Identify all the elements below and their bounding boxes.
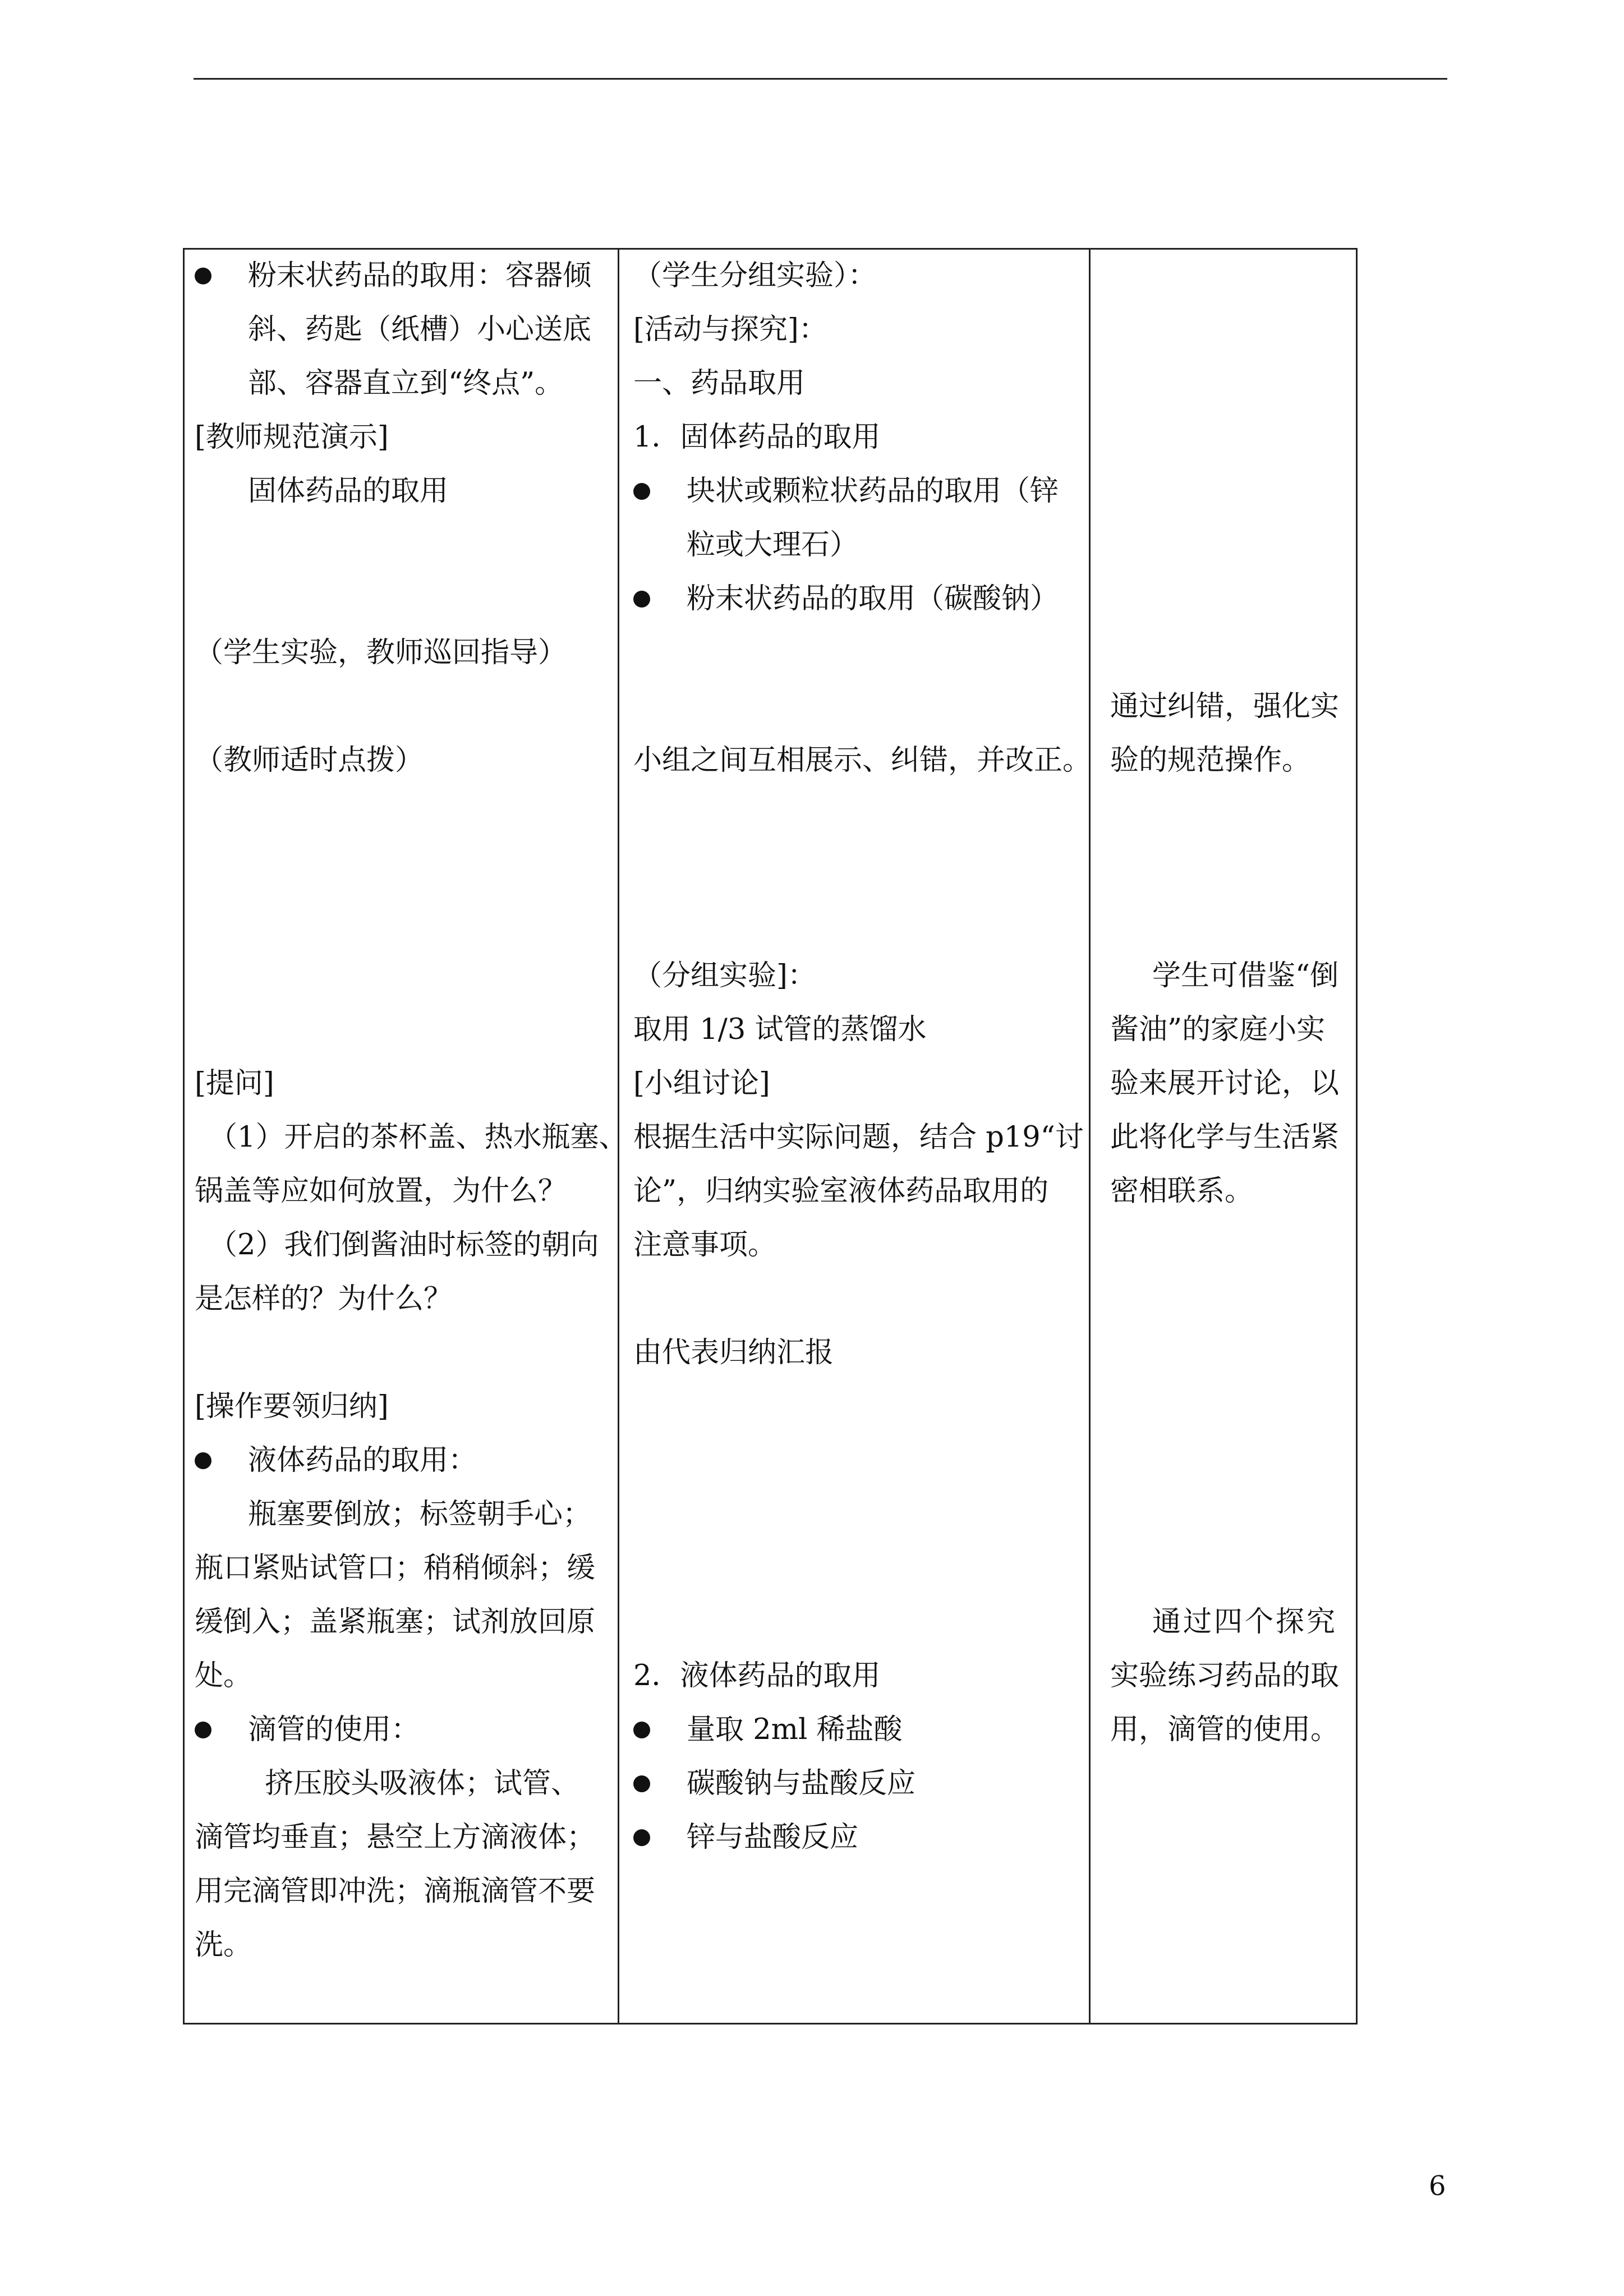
text-line: 固体药品的取用 xyxy=(248,475,449,508)
header-rule xyxy=(194,78,1447,80)
section-label: [操作要领归纳] xyxy=(195,1390,389,1423)
text-line: 验的规范操作。 xyxy=(1110,744,1311,777)
text-line: （学生分组实验）： xyxy=(633,259,877,292)
section-label: [教师规范演示] xyxy=(195,421,389,454)
section-label: [小组讨论] xyxy=(633,1067,770,1100)
text-line: 瓶口紧贴试管口；稍稍倾斜；缓 xyxy=(195,1552,596,1585)
text-line: 此将化学与生活紧 xyxy=(1110,1121,1340,1154)
lesson-table xyxy=(183,248,1358,2024)
text-line: 瓶塞要倒放；标签朝手心； xyxy=(248,1498,592,1531)
list-item: 块状或颗粒状药品的取用（锌 xyxy=(687,473,1059,509)
text-line: 取用 1/3 试管的蒸馏水 xyxy=(633,1013,927,1046)
text-line: 粒或大理石） xyxy=(687,528,859,562)
text-line: 实验练习药品的取 xyxy=(1110,1659,1340,1692)
section-label: [提问] xyxy=(195,1067,274,1100)
text-line: （分组实验]： xyxy=(633,959,816,992)
list-item: 粉末状药品的取用（碳酸钠） xyxy=(687,581,1059,617)
text-line: 通过纠错，强化实 xyxy=(1110,690,1340,723)
text-line: （教师适时点拨） xyxy=(195,744,424,777)
list-item: 液体药品的取用： xyxy=(248,1443,477,1479)
text-line: 验来展开讨论，以 xyxy=(1110,1067,1340,1100)
page-number: 6 xyxy=(1429,2170,1446,2202)
text-line: 通过四个探究 xyxy=(1152,1605,1338,1639)
text-line: 小组之间互相展示、纠错，并改正。 xyxy=(633,744,1092,777)
column-divider xyxy=(1089,250,1091,2023)
section-label: [活动与探究]： xyxy=(633,313,827,346)
heading: 一、药品取用 xyxy=(633,367,806,400)
text-line: 部、容器直立到“终点”。 xyxy=(248,367,564,400)
text-line: （1）开启的茶杯盖、热水瓶塞、 xyxy=(209,1121,628,1154)
text-line: 论”，归纳实验室液体药品取用的 xyxy=(633,1175,1049,1208)
text-line: 由代表归纳汇报 xyxy=(633,1336,834,1369)
text-line: （学生实验，教师巡回指导） xyxy=(195,636,567,669)
text-line: 滴管均垂直；悬空上方滴液体； xyxy=(195,1821,596,1854)
text-line: 密相联系。 xyxy=(1110,1175,1254,1208)
text-line: 学生可借鉴“倒 xyxy=(1152,959,1339,992)
list-item: 量取 2ml 稀盐酸 xyxy=(687,1712,903,1748)
heading: 2．液体药品的取用 xyxy=(633,1659,881,1692)
text-line: 用完滴管即冲洗；滴瓶滴管不要 xyxy=(195,1875,596,1908)
text-line: 挤压胶头吸液体；试管、 xyxy=(265,1767,580,1800)
text-line: 洗。 xyxy=(195,1929,252,1962)
text-line: 用，滴管的使用。 xyxy=(1110,1713,1340,1746)
text-line: 处。 xyxy=(195,1659,252,1692)
text-line: 锅盖等应如何放置，为什么？ xyxy=(195,1175,567,1208)
text-line: 根据生活中实际问题，结合 p19“讨 xyxy=(633,1121,1084,1154)
text-line: 缓倒入；盖紧瓶塞；试剂放回原 xyxy=(195,1605,596,1639)
list-item: 锌与盐酸反应 xyxy=(687,1820,858,1856)
text-line: 斜、药匙（纸槽）小心送底 xyxy=(248,313,592,346)
text-line: 注意事项。 xyxy=(633,1228,777,1262)
text-line: 是怎样的？为什么？ xyxy=(195,1282,453,1315)
list-item: 粉末状药品的取用：容器倾 xyxy=(248,258,591,294)
list-item: 滴管的使用： xyxy=(248,1712,420,1748)
heading: 1．固体药品的取用 xyxy=(633,421,881,454)
list-item: 碳酸钠与盐酸反应 xyxy=(687,1766,915,1802)
text-line: 酱油”的家庭小实 xyxy=(1110,1013,1326,1046)
text-line: （2）我们倒酱油时标签的朝向 xyxy=(209,1228,599,1262)
